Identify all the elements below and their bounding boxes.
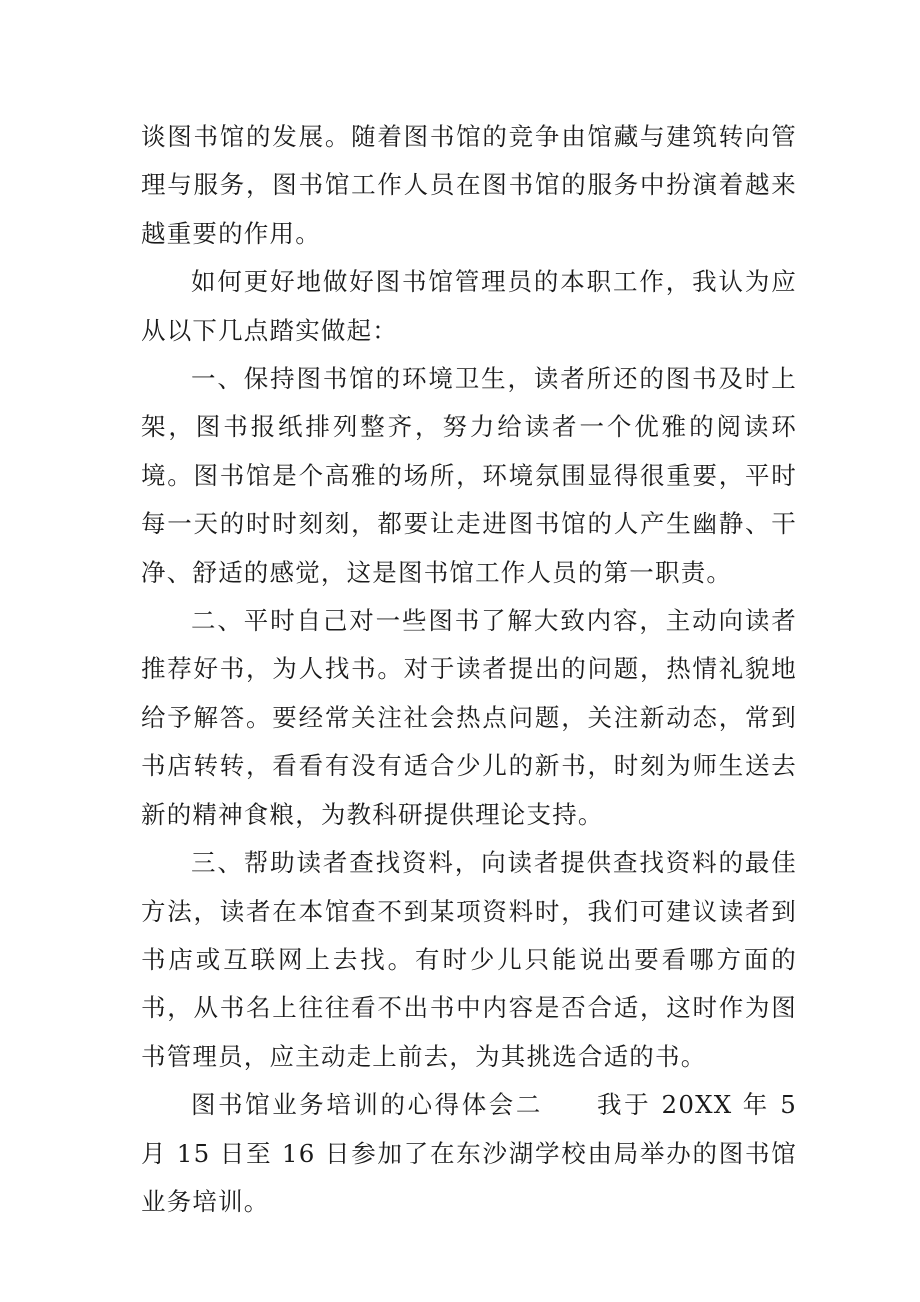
paragraph-continuation: 谈图书馆的发展。随着图书馆的竞争由馆藏与建筑转向管理与服务，图书馆工作人员在图书馆的服务中扮演着越来越重要的作用。 bbox=[141, 122, 797, 248]
paragraph-intro: 如何更好地做好图书馆管理员的本职工作，我认为应从以下几点踏实做起： bbox=[141, 267, 797, 345]
document-body bbox=[141, 113, 797, 1226]
paragraph-section-two: 图书馆业务培训的心得体会二 我于 20XX 年 5 月 15 日至 16 日参加了在东沙湖学校由局举办的图书馆业务培训。 bbox=[141, 1090, 797, 1216]
paragraph-point-three: 三、帮助读者查找资料，向读者提供查找资料的最佳方法，读者在本馆查不到某项资料时，我们可建议读者到书店或互联网上去找。有时少儿只能说出要看哪方面的书，从书名上往往看不出书中内容是否合适，这时作为图书管理员，应主动走上前去，为其挑选合适的书。 bbox=[141, 848, 797, 1071]
paragraph-point-two: 二、平时自己对一些图书了解大致内容，主动向读者推荐好书，为人找书。对于读者提出的问题，热情礼貌地给予解答。要经常关注社会热点问题，关注新动态，常到书店转转，看看有没有适合少儿的新书，时刻为师生送去新的精神食粮，为教科研提供理论支持。 bbox=[141, 606, 797, 829]
paragraph-point-one: 一、保持图书馆的环境卫生，读者所还的图书及时上架，图书报纸排列整齐，努力给读者一个优雅的阅读环境。图书馆是个高雅的场所，环境氛围显得很重要，平时每一天的时时刻刻，都要让走进图书馆的人产生幽静、干净、舒适的感觉，这是图书馆工作人员的第一职责。 bbox=[141, 364, 797, 587]
